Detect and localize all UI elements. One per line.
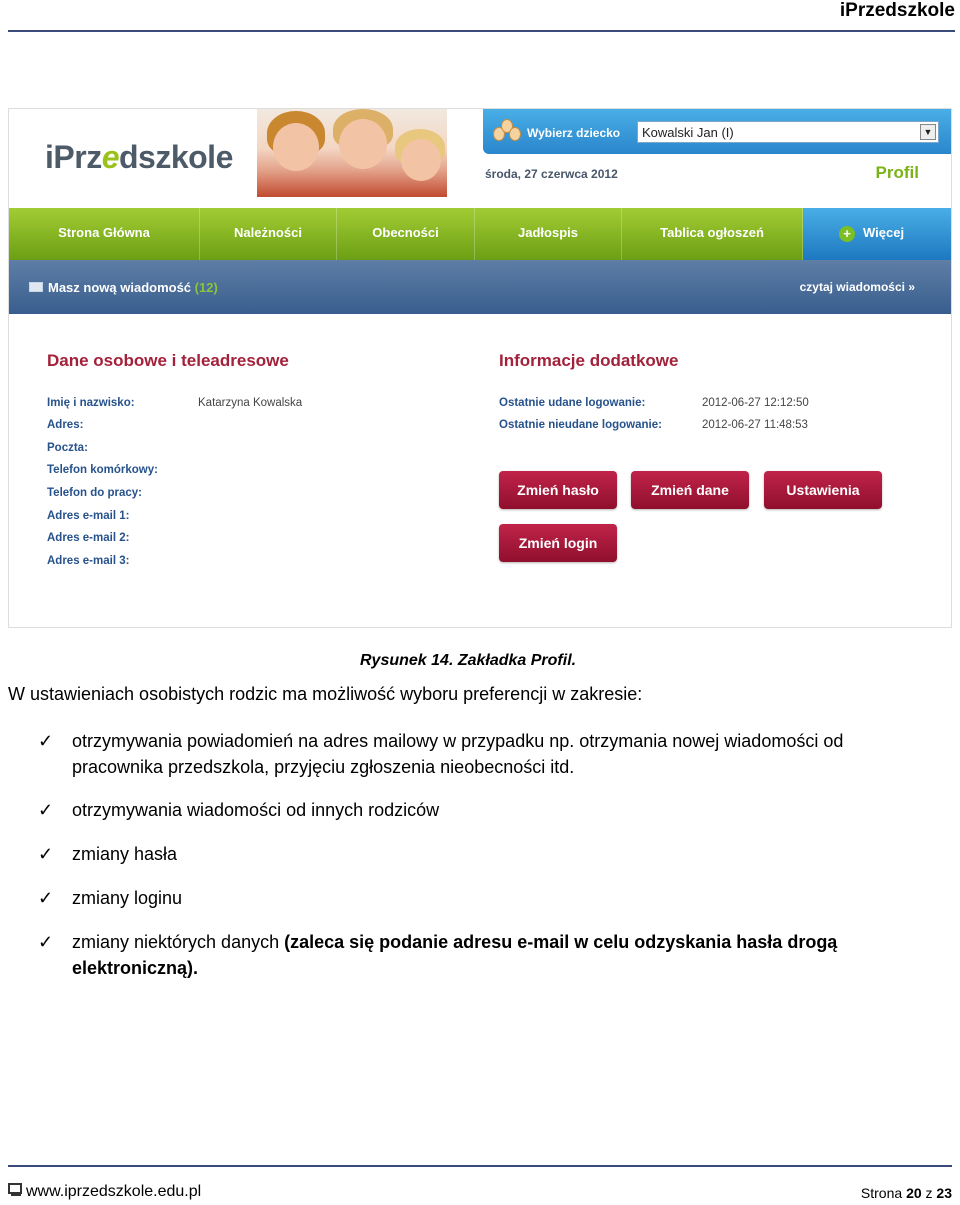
nav-notice-board[interactable]: Tablica ogłoszeń	[622, 208, 803, 260]
checkmark-icon: ✓	[38, 800, 54, 820]
envelope-icon	[29, 282, 43, 292]
current-date: środa, 27 czerwca 2012	[485, 167, 618, 181]
extra-info-title: Informacje dodatkowe	[499, 351, 679, 370]
extra-value: 2012-06-27 12:12:50	[702, 397, 809, 409]
personal-label: Poczta:	[47, 442, 88, 454]
nav-menu[interactable]: Jadłospis	[475, 208, 622, 260]
message-count: (12)	[194, 280, 218, 295]
personal-label: Telefon komórkowy:	[47, 464, 158, 476]
document-footer	[8, 1165, 952, 1205]
nav-home[interactable]: Strona Główna	[9, 208, 200, 260]
personal-label: Adres e-mail 1:	[47, 510, 130, 522]
read-messages-link[interactable]: czytaj wiadomości »	[799, 280, 915, 294]
children-photo	[257, 109, 447, 197]
change-password-button[interactable]: Zmień hasło	[499, 471, 617, 509]
settings-button[interactable]: Ustawienia	[764, 471, 882, 509]
profile-screenshot	[8, 108, 952, 628]
new-message-link[interactable]: Masz nową wiadomość (12)	[48, 280, 218, 295]
checkmark-icon: ✓	[38, 844, 54, 864]
personal-label: Imię i nazwisko:	[47, 397, 135, 409]
child-selector-bar	[483, 109, 952, 154]
header-brand: iPrzedszkole	[839, 0, 955, 21]
checkmark-icon: ✓	[38, 932, 54, 952]
personal-value: Katarzyna Kowalska	[198, 397, 303, 409]
personal-label: Adres e-mail 2:	[47, 532, 130, 544]
nav-more-button[interactable]: + Więcej	[803, 208, 952, 260]
page-title: Profil	[875, 163, 919, 182]
page-number: Strona 20 z 23	[860, 1185, 952, 1201]
change-login-button[interactable]: Zmień login	[499, 524, 617, 562]
checkmark-icon: ✓	[38, 888, 54, 908]
main-nav	[9, 208, 952, 260]
change-data-button[interactable]: Zmień dane	[631, 471, 749, 509]
children-icon	[493, 119, 521, 143]
app-topbar	[9, 109, 952, 201]
footer-url[interactable]: www.iprzedszkole.edu.pl	[26, 1183, 202, 1200]
message-bar	[9, 260, 952, 314]
extra-value: 2012-06-27 11:48:53	[702, 419, 808, 431]
personal-label: Adres e-mail 3:	[47, 555, 130, 567]
child-select-label: Wybierz dziecko	[527, 126, 621, 140]
plus-icon: +	[839, 226, 855, 242]
personal-label: Telefon do pracy:	[47, 487, 142, 499]
figure-caption: Rysunek 14. Zakładka Profil.	[360, 652, 577, 669]
personal-label: Adres:	[47, 419, 84, 431]
intro-text: W ustawieniach osobistych rodzic ma możliwość wyboru preferencji w zakresie:	[8, 684, 643, 704]
computer-icon	[8, 1183, 22, 1194]
nav-attendance[interactable]: Obecności	[337, 208, 475, 260]
child-select[interactable]: Kowalski Jan (I) ▼	[637, 121, 939, 143]
dropdown-arrow-icon[interactable]: ▼	[920, 124, 936, 140]
document-header	[8, 0, 955, 32]
personal-data-title: Dane osobowe i teleadresowe	[47, 351, 289, 370]
extra-label: Ostatnie nieudane logowanie:	[499, 419, 662, 431]
checkmark-icon: ✓	[38, 731, 54, 751]
nav-payments[interactable]: Należności	[200, 208, 337, 260]
app-logo[interactable]: iPrzedszkole	[45, 139, 233, 175]
extra-label: Ostatnie udane logowanie:	[499, 397, 646, 409]
